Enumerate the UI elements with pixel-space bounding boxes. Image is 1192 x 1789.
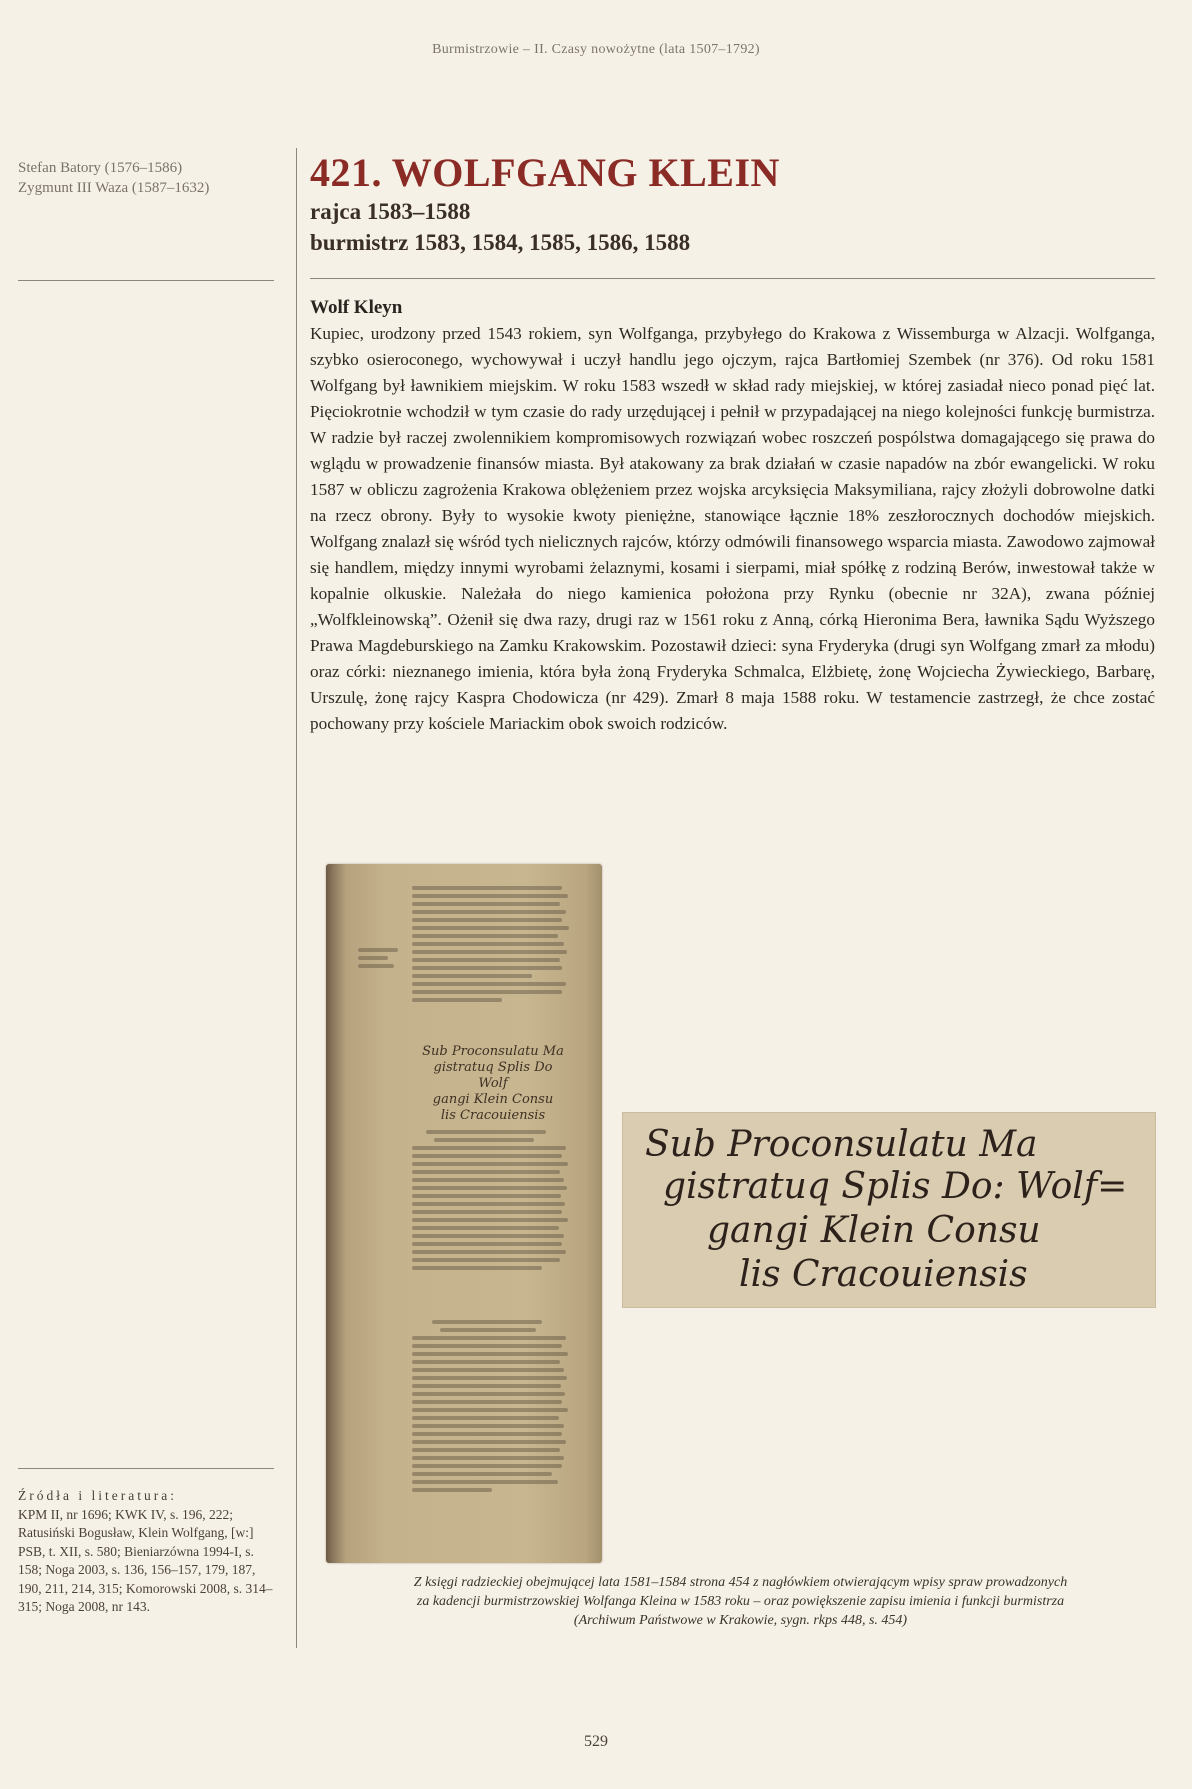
name-variant: Wolf Kleyn (310, 297, 403, 318)
manuscript-text-block-top (412, 882, 570, 1006)
reign-line: Stefan Batory (1576–1586) (18, 160, 183, 176)
manuscript-heading-line: Sub Proconsulatu Ma (422, 1044, 564, 1059)
enlargement-line: gistratuq Splis Do: Wolf= (663, 1166, 1128, 1207)
entry-office-mayor: burmistrz 1583, 1584, 1585, 1586, 1588 (310, 230, 691, 255)
enlargement-line: Sub Proconsulatu Ma (645, 1124, 1038, 1165)
manuscript-heading-line: gangi Klein Consu (432, 1092, 554, 1107)
manuscript-page-image (326, 864, 602, 1563)
entry-title: 421. WOLFGANG KLEIN (310, 150, 780, 195)
biography-text: Kupiec, urodzony przed 1543 rokiem, syn Wolfganga, przybyłego do Krakowa z Wissemburga w Alzacji. Wolfganga, szybko osieroconego, wychowywał i uczył handlu jego ojczym, rajca Bartłomiej Szembek (nr 376). Od roku 1581 Wolfgang był ławnikiem miejskim. W roku 1583 wszedł w skład rady miejskiej, w której zasiadał nieco ponad pięć lat. Pięciokrotnie wchodził w tym czasie do rady urzędującej i pełnił w przypadającej na niego kolejności funkcję burmistrza. W radzie był raczej zwolennikiem kompromisowych rozwiązań wobec roszczeń pospólstwa domagającego się prawa do wglądu w prowadzenie finansów miasta. Był atakowany za brak działań w czasie napadów na zbór ewangelicki. W roku 1587 w obliczu zagrożenia Krakowa oblężeniem przez wojska arcyksięcia Maksymiliana, rajcy złożyli dobrowolne datki na rzecz obrony. Były to wysokie kwoty pieniężne, stanowiące łącznie 18% zeszłorocznych dochodów miejskich. Wolfgang znalazł się wśród tych nielicznych rajców, którzy odmówili finansowego wsparcia miasta. Zawodowo zajmował się handlem, między innymi wyrobami żelaznymi, kosami i sierpami, miał spółkę z rodziną Berów, inwestował także w kopalnie olkuskie. Należała do niego kamienica położona przy Rynku (obecnie nr 32A), zwana później „Wolfkleinowską”. Ożenił się dwa razy, drugi raz w 1561 roku z Anną, córką Hieronima Bera, ławnika Sądu Wyższego Prawa Magdeburskiego na Zamku Krakowskim. Pozostawił dzieci: syna Fryderyka (drugi syn Wolfgang zmarł za młodu) oraz córki: nieznanego imienia, która była żoną Fryderyka Schmalca, Elżbietę, żonę Wojciecha Żywieckiego, Barbarę, Urszulę, żonę rajcy Kaspra Chodowicza (nr 429). Zmarł 8 maja 1588 roku. W testamencie zastrzegł, że chce zostać pochowany przy kościele Mariackim obok swoich rodziców. (310, 324, 1155, 733)
sidebar-divider (18, 280, 274, 281)
manuscript-heading (418, 1044, 568, 1124)
manuscript-heading-line: lis Cracouiensis (440, 1108, 546, 1123)
page-number: 529 (584, 1733, 608, 1750)
sources-text: KPM II, nr 1696; KWK IV, s. 196, 222; Ratusiński Bogusław, Klein Wolfgang, [w:] PSB, t. XII, s. 580; Bieniarzówna 1994-I, s. 158; Noga 2003, s. 136, 156–157, 179, 187, 190, 211, 214, 315; Komorowski 2008, s. 314–315; Noga 2008, nr 143. (18, 1506, 273, 1614)
entry-office-councillor: rajca 1583–1588 (310, 199, 471, 224)
heading-divider (310, 278, 1155, 279)
margin-note-scribble (358, 944, 404, 972)
manuscript-text-block-middle (412, 1126, 570, 1274)
sources-label: Źródła i literatura: (18, 1488, 177, 1503)
sidebar-reigns (18, 158, 278, 198)
caption-line: (Archiwum Państwowe w Krakowie, sygn. rkps 448, s. 454) (573, 1613, 908, 1628)
sources-section (18, 1487, 280, 1617)
enlargement-line: lis Cracouiensis (739, 1254, 1028, 1295)
figure-caption (318, 1573, 1163, 1630)
heading-enlargement-image (622, 1112, 1156, 1308)
manuscript-heading-line: gistratuq Splis Do Wolf (433, 1060, 553, 1091)
column-divider (296, 148, 297, 1648)
enlargement-line: gangi Klein Consu (707, 1210, 1041, 1251)
biography-section (310, 295, 1155, 737)
running-head: Burmistrzowie – II. Czasy nowożytne (lata 1507–1792) (432, 42, 760, 57)
reign-line: Zygmunt III Waza (1587–1632) (18, 180, 210, 196)
manuscript-text-block-bottom (412, 1316, 570, 1496)
caption-line: za kadencji burmistrzowskiej Wolfanga Kleina w 1583 roku – oraz powiększenie zapisu imienia i funkcji burmistrza (416, 1594, 1065, 1609)
entry-heading (310, 150, 1160, 258)
caption-line: Z księgi radzieckiej obejmującej lata 1581–1584 strona 454 z nagłówkiem otwierającym wpisy spraw prowadzonych (413, 1575, 1068, 1590)
sidebar-divider (18, 1468, 274, 1469)
